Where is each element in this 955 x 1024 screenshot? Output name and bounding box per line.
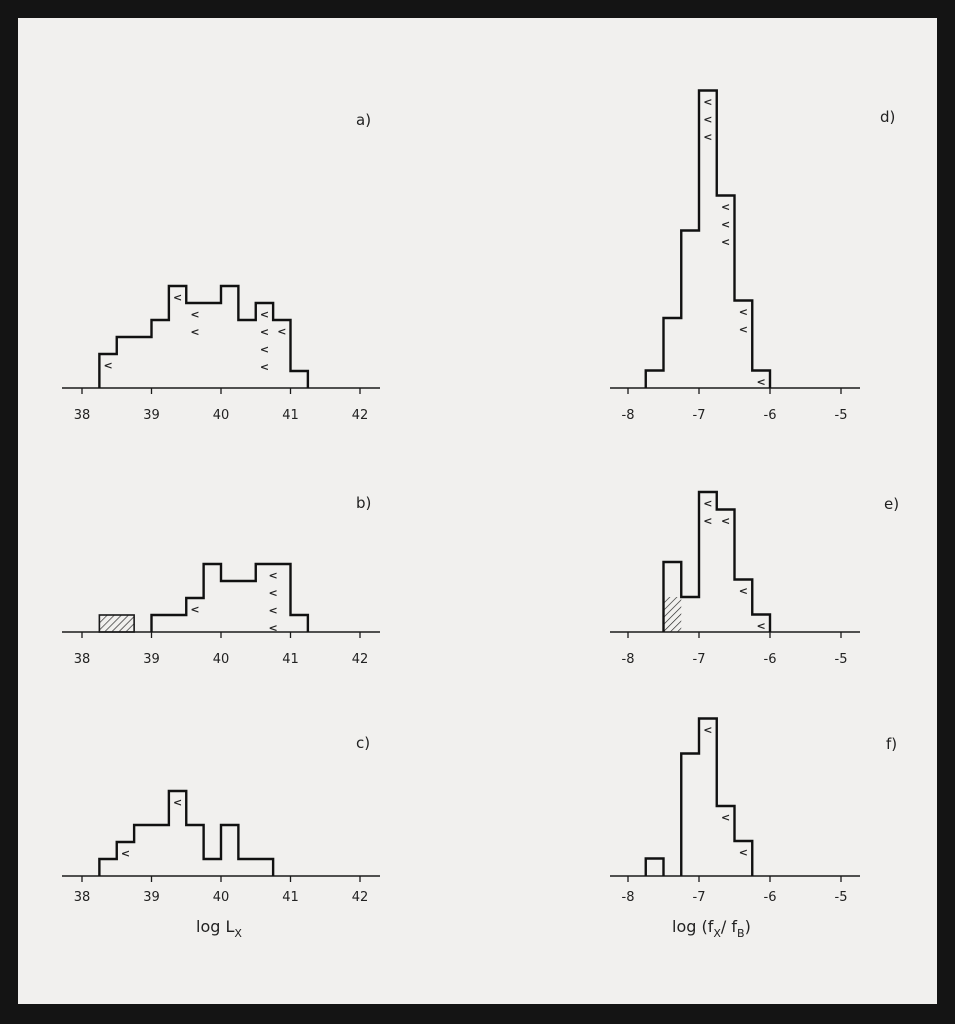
panel-a-upper-limit-marker: < <box>103 359 113 372</box>
panel-d-upper-limit-marker: < <box>721 235 731 249</box>
panel-d-tick-label: -8 <box>621 408 635 423</box>
panel-d-upper-limit-marker: < <box>703 95 713 109</box>
panel-f-xlabel-sub1: X <box>713 927 721 940</box>
panel-c-tick-label: 39 <box>143 890 160 905</box>
panel-c-xlabel-main: log L <box>196 917 235 936</box>
panel-d-tag: d) <box>880 108 896 126</box>
panel-d-upper-limit-marker: < <box>703 113 713 126</box>
panel-d-plot <box>610 91 860 424</box>
panel-c-xlabel <box>196 917 242 940</box>
panel-c <box>62 734 380 940</box>
panel-b-upper-limit-marker: < <box>268 569 278 582</box>
panel-f-tick-label: -6 <box>763 890 777 905</box>
panel-d-upper-limit-marker: < <box>703 130 713 144</box>
panel-d-upper-limit-marker: < <box>738 305 748 319</box>
panel-b-histogram-outline <box>152 564 308 632</box>
panel-d-tick-label: -7 <box>692 408 706 423</box>
panel-b <box>62 494 380 667</box>
panel-e-upper-limit-marker: < <box>738 584 748 598</box>
panel-f-xlabel-sub2: B <box>737 927 745 940</box>
panel-e-tick-label: -7 <box>692 652 706 667</box>
panel-a-tick-label: 40 <box>212 408 230 423</box>
panel-b-tick-label: 40 <box>212 652 230 667</box>
panel-c-upper-limit-marker: < <box>172 796 183 809</box>
panel-f-tick-label: -5 <box>834 890 848 905</box>
panel-c-tick-label: 38 <box>73 890 91 905</box>
panel-c-plot <box>62 791 380 905</box>
panel-a-upper-limit-marker: < <box>259 325 270 339</box>
panel-e-plot <box>610 492 860 667</box>
panel-e-tick-label: -8 <box>621 652 635 667</box>
panel-f-upper-limit-marker: < <box>703 723 713 737</box>
panel-d-upper-limit-marker: < <box>721 218 731 231</box>
panel-a-plot <box>62 286 380 423</box>
panel-b-tag: b) <box>356 494 372 512</box>
panel-a-tick-label: 38 <box>73 408 91 423</box>
panel-a-upper-limit-marker: < <box>259 360 270 374</box>
panel-b-upper-limit-marker: < <box>268 621 278 635</box>
panel-c-xlabel-sub: X <box>234 927 242 940</box>
panel-e-tick-label: -6 <box>763 652 777 667</box>
panel-a-upper-limit-marker: < <box>259 308 270 321</box>
panel-a-upper-limit-marker: < <box>190 308 200 321</box>
panel-f-tag: f) <box>886 735 898 753</box>
panel-c-tick-label: 40 <box>212 890 230 905</box>
panel-f-xlabel-main: log (f <box>672 917 714 936</box>
panel-b-upper-limit-marker: < <box>268 604 278 617</box>
panel-f-xlabel-end: ) <box>744 917 751 936</box>
panel-a-tick-label: 42 <box>351 408 369 423</box>
panel-e-upper-limit-marker: < <box>703 514 713 528</box>
panel-b-upper-limit-marker: < <box>190 603 200 616</box>
panel-c-upper-limit-marker: < <box>120 847 131 860</box>
panel-d-upper-limit-marker: < <box>721 200 731 214</box>
panel-a-upper-limit-marker: < <box>190 325 200 339</box>
panel-c-tick-label: 42 <box>351 890 369 905</box>
slide-figure <box>18 18 937 1004</box>
panel-a-upper-limit-marker: < <box>277 325 287 338</box>
panel-e-upper-limit-marker: < <box>721 514 731 528</box>
panel-f-histogram-outline <box>646 859 664 877</box>
panel-b-tick-label: 38 <box>73 652 91 667</box>
panel-d <box>610 91 895 424</box>
panel-f-xlabel-mid: / f <box>720 917 738 936</box>
panel-c-histogram-outline <box>99 791 273 876</box>
panel-a-upper-limit-marker: < <box>172 291 183 304</box>
panel-d-upper-limit-marker: < <box>756 375 766 389</box>
panel-a-upper-limit-marker: < <box>259 343 270 356</box>
panel-f-tick-label: -8 <box>621 890 635 905</box>
panel-a-tick-label: 39 <box>143 408 160 423</box>
panel-b-tick-label: 39 <box>143 652 160 667</box>
panel-c-tag: c) <box>356 734 371 752</box>
panel-d-tick-label: -5 <box>834 408 848 423</box>
panel-c-tick-label: 41 <box>282 890 299 905</box>
panel-f-tick-label: -7 <box>692 890 706 905</box>
panel-a <box>62 111 380 423</box>
panel-b-plot <box>62 564 380 667</box>
panel-b-tick-label: 41 <box>282 652 299 667</box>
panel-b-hatched-bar <box>99 615 134 632</box>
panel-d-upper-limit-marker: < <box>738 323 748 336</box>
panel-a-tag: a) <box>356 111 372 129</box>
panel-b-tick-label: 42 <box>351 652 369 667</box>
panel-f-upper-limit-marker: < <box>721 811 731 824</box>
panel-e-upper-limit-marker: < <box>756 619 766 633</box>
panel-e-upper-limit-marker: < <box>703 497 713 510</box>
panel-e-tick-label: -5 <box>834 652 848 667</box>
panel-e-hatched-bar <box>664 597 682 632</box>
histogram-figure <box>18 18 937 1004</box>
panel-a-tick-label: 41 <box>282 408 299 423</box>
panel-f-xlabel <box>672 917 751 940</box>
panel-e-tag: e) <box>884 495 900 513</box>
panel-f <box>610 719 897 941</box>
panel-e <box>610 492 899 667</box>
panel-b-upper-limit-marker: < <box>268 586 278 600</box>
panel-f-upper-limit-marker: < <box>738 846 748 859</box>
panel-f-plot <box>610 719 860 906</box>
panel-d-tick-label: -6 <box>763 408 777 423</box>
